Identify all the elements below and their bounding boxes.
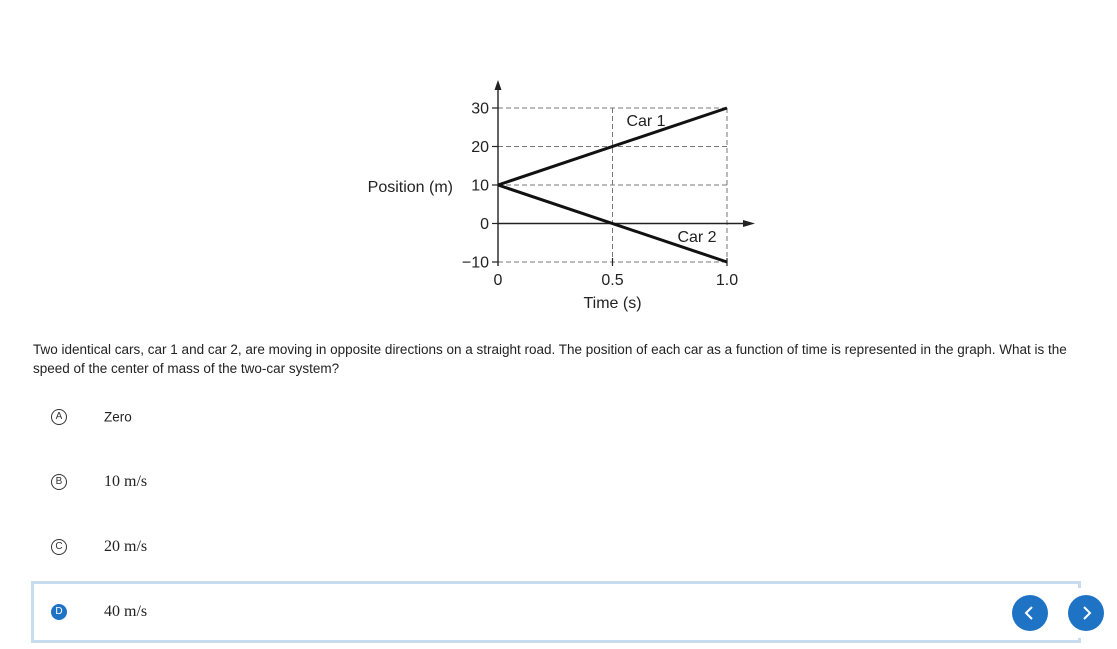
y-tick-label: 0 <box>480 216 489 233</box>
choice-text: 40 m/s <box>104 603 148 620</box>
choice-letter-badge: B <box>51 474 67 490</box>
series-label: Car 2 <box>677 229 717 246</box>
choice-c[interactable] <box>31 518 1081 576</box>
x-axis-arrow <box>743 220 755 227</box>
x-axis-title: Time (s) <box>583 295 642 312</box>
navigation-controls <box>1006 588 1116 638</box>
question-text: Two identical cars, car 1 and car 2, are moving in opposite directions on a straight road. The position of each car as a function of time is represented in the graph. What is the speed of the center of mass of the two-car system? <box>33 342 1067 376</box>
choice-d[interactable] <box>31 581 1081 643</box>
choice-text: Zero <box>104 409 132 425</box>
y-tick-label: 30 <box>471 100 489 118</box>
y-tick-label: −10 <box>461 254 489 272</box>
choice-a[interactable] <box>31 388 1081 446</box>
x-tick-label: 0 <box>493 272 503 289</box>
choice-letter-badge: C <box>51 539 67 555</box>
y-tick-label: 10 <box>471 177 489 195</box>
x-tick-label: 0.5 <box>601 272 624 289</box>
choice-letter-badge: D <box>51 604 67 620</box>
chevron-right-icon <box>1079 605 1093 621</box>
y-tick-label: 20 <box>471 139 489 156</box>
previous-button[interactable] <box>1012 595 1048 631</box>
choice-text: 20 m/s <box>104 538 148 555</box>
axis-labels <box>368 179 642 312</box>
series-label: Car 1 <box>626 113 666 130</box>
choice-letter-badge: A <box>51 409 67 425</box>
choice-text: 10 m/s <box>104 473 148 490</box>
x-tick-label: 1.0 <box>715 272 739 289</box>
y-axis-title: Position (m) <box>367 179 453 196</box>
chevron-left-icon <box>1023 605 1037 621</box>
axis-ticks <box>462 101 738 290</box>
next-button[interactable] <box>1068 595 1104 631</box>
choice-b[interactable] <box>31 453 1081 511</box>
y-axis-arrow <box>495 80 502 90</box>
